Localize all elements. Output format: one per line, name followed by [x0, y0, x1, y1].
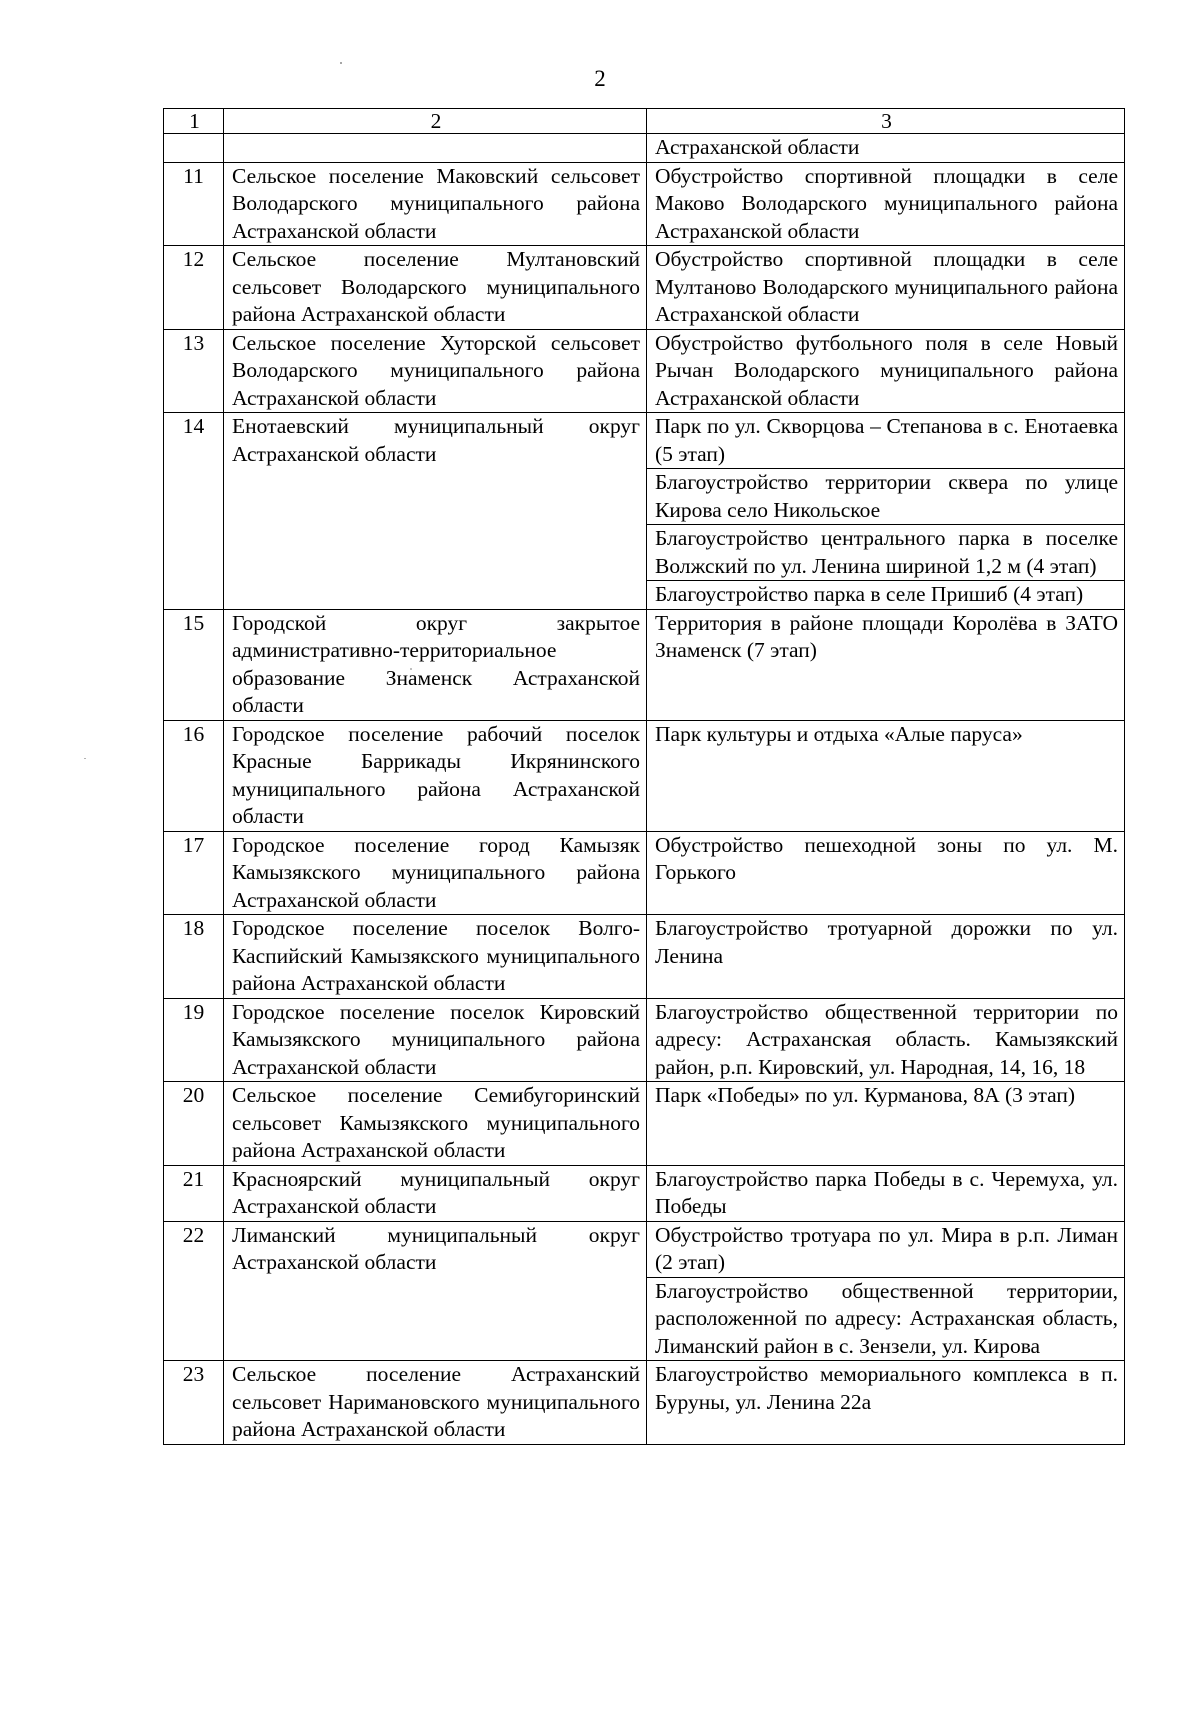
table-row	[164, 998, 1125, 1082]
project-cell: Астраханской области	[647, 134, 1125, 163]
row-number: 15	[164, 609, 224, 720]
project-cell: Благоустройство общественной территории по адресу: Астраханская область. Камызякский район, р.п. Кировский, ул. Народная, 14, 16, 18	[647, 998, 1125, 1082]
project-cell: Обустройство футбольного поля в селе Новый Рычан Володарского муниципального района Астраханской области	[647, 329, 1125, 413]
table-row	[164, 1221, 1125, 1277]
table-row	[164, 609, 1125, 720]
project-cell: Благоустройство мемориального комплекса в п. Буруны, ул. Ленина 22а	[647, 1361, 1125, 1445]
entity-cell: Сельское поселение Хуторской сельсовет Володарского муниципального района Астраханской области	[224, 329, 647, 413]
header-cell-2: 2	[224, 109, 647, 134]
scan-speck	[340, 62, 342, 64]
entity-cell: Городское поселение поселок Кировский Камызякского муниципального района Астраханской области	[224, 998, 647, 1082]
project-cell: Парк по ул. Скворцова – Степанова в с. Енотаевка (5 этап)	[647, 413, 1125, 469]
project-cell: Благоустройство центрального парка в поселке Волжский по ул. Ленина шириной 1,2 м (4 этап)	[647, 525, 1125, 581]
table-header-row	[164, 109, 1125, 134]
table-row	[164, 1082, 1125, 1166]
entity-cell: Енотаевский муниципальный округ Астраханской области	[224, 413, 647, 610]
scan-speck	[410, 668, 412, 670]
row-number: 13	[164, 329, 224, 413]
row-number: 12	[164, 246, 224, 330]
project-cell: Благоустройство общественной территории, расположенной по адресу: Астраханская область, Лиманский район в с. Зензели, ул. Кирова	[647, 1277, 1125, 1361]
row-number: 19	[164, 998, 224, 1082]
row-number: 18	[164, 915, 224, 999]
entity-cell: Сельское поселение Семибугоринский сельсовет Камызякского муниципального района Астраханской области	[224, 1082, 647, 1166]
row-number: 22	[164, 1221, 224, 1361]
project-cell: Благоустройство тротуарной дорожки по ул. Ленина	[647, 915, 1125, 999]
header-cell-3: 3	[647, 109, 1125, 134]
project-cell: Территория в районе площади Королёва в ЗАТО Знаменск (7 этап)	[647, 609, 1125, 720]
project-cell: Обустройство пешеходной зоны по ул. М. Горького	[647, 831, 1125, 915]
row-number: 11	[164, 162, 224, 246]
project-cell: Парк «Победы» по ул. Курманова, 8А (3 этап)	[647, 1082, 1125, 1166]
row-number: 14	[164, 413, 224, 610]
table-row	[164, 246, 1125, 330]
project-cell: Обустройство тротуара по ул. Мира в р.п. Лиман (2 этап)	[647, 1221, 1125, 1277]
scan-speck	[84, 758, 86, 759]
entity-cell: Лиманский муниципальный округ Астраханской области	[224, 1221, 647, 1361]
project-cell: Благоустройство территории сквера по улице Кирова село Никольское	[647, 469, 1125, 525]
table-row	[164, 1165, 1125, 1221]
entity-cell: Сельское поселение Маковский сельсовет Володарского муниципального района Астраханской области	[224, 162, 647, 246]
entity-cell: Сельское поселение Мултановский сельсовет Володарского муниципального района Астраханской области	[224, 246, 647, 330]
entity-cell: Городской округ закрытое административно-территориальное образование Знаменск Астраханской области	[224, 609, 647, 720]
row-number	[164, 134, 224, 163]
row-number: 17	[164, 831, 224, 915]
project-cell: Благоустройство парка в селе Пришиб (4 этап)	[647, 581, 1125, 610]
row-number: 20	[164, 1082, 224, 1166]
entity-cell: Городское поселение город Камызяк Камызякского муниципального района Астраханской области	[224, 831, 647, 915]
table-row	[164, 1361, 1125, 1445]
entity-cell: Городское поселение поселок Волго-Каспийский Камызякского муниципального района Астраханской области	[224, 915, 647, 999]
entity-cell: Красноярский муниципальный округ Астраханской области	[224, 1165, 647, 1221]
project-cell: Благоустройство парка Победы в с. Черемуха, ул. Победы	[647, 1165, 1125, 1221]
table-row	[164, 915, 1125, 999]
entity-cell: Сельское поселение Астраханский сельсовет Наримановского муниципального района Астраханской области	[224, 1361, 647, 1445]
header-cell-1: 1	[164, 109, 224, 134]
entity-cell	[224, 134, 647, 163]
table-row	[164, 413, 1125, 469]
row-number: 23	[164, 1361, 224, 1445]
project-cell: Обустройство спортивной площадки в селе Мултаново Володарского муниципального района Астраханской области	[647, 246, 1125, 330]
page-number: 2	[594, 66, 606, 91]
row-number: 16	[164, 720, 224, 831]
project-cell: Обустройство спортивной площадки в селе Маково Володарского муниципального района Астраханской области	[647, 162, 1125, 246]
projects-table	[163, 108, 1125, 1445]
continuation-row	[164, 134, 1125, 163]
table-row	[164, 831, 1125, 915]
row-number: 21	[164, 1165, 224, 1221]
table-row	[164, 329, 1125, 413]
table-row	[164, 162, 1125, 246]
entity-cell: Городское поселение рабочий поселок Красные Баррикады Икрянинского муниципального района Астраханской области	[224, 720, 647, 831]
table-row	[164, 720, 1125, 831]
project-cell: Парк культуры и отдыха «Алые паруса»	[647, 720, 1125, 831]
